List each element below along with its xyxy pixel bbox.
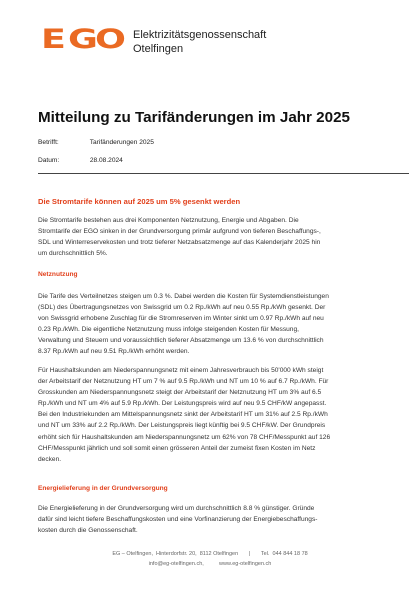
netznutzung-paragraph-1 [38,291,410,358]
footer-contact-line: info@eg-otelfingen.ch, www.eg-otelfingen.ch [148,561,272,567]
paragraph-line: Verwaltung und Steuern und voraussichtlich tieferer Absatzmenge um 13.6 % von durchschnittlich [38,337,324,345]
logo-letter-g: G [68,24,100,55]
intro-line: SDL und Winterreservekosten und trotz tieferer Netzabsatzmenge auf das Kalenderjahr 2025 hin [38,239,321,247]
logo-letter-o: O [95,24,128,55]
organization-name [133,28,266,56]
paragraph-line: Für Haushaltskunden am Niederspannungsnetz mit einem Jahresverbrauch bis 50'000 kWh steigt [38,367,324,374]
paragraph-line: dafür sind leicht tiefere Beschaffungskosten und eine Vorfinanzierung der Energiebeschaffungs- [38,516,318,524]
intro-line: um durchschnittlich 5%. [38,250,108,258]
meta-subject [38,139,154,146]
paragraph-line: von Swissgrid erhobene Zuschlag für die Stromreserven im Winter sinkt um 0.97 Rp./kWh auf neu [38,315,324,323]
ego-logo [41,24,128,55]
date-value: 28.08.2024 [89,157,123,164]
paragraph-line: decken. [38,455,62,463]
paragraph-line: Grosskunden am Niederspannungsnetz steigt der Arbeitstarif der Netznutzung HT um 3% auf 6.5 [38,389,322,397]
paragraph-line: Bei den Industriekunden am Mittelspannungsnetz sinkt der Arbeitstarif HT um 31% auf 2.5 Rp./kWh [38,411,328,419]
paragraph-line: Rp./kWh und NT um 4% auf 5.9 Rp./kWh. Der Leistungspreis wird auf neu 9.5 CHF/kW angepasst. [38,400,327,408]
paragraph-line: 8.37 Rp./kWh auf neu 9.51 Rp./kWh erhöht werden. [38,348,190,356]
paragraph-line: der Arbeitstarif der Netznutzung HT um 7 % auf 9.5 Rp./kWh und NT um 10 % auf 6.7 Rp./kWh. Für [38,378,329,386]
footer-contact [0,561,420,567]
intro-line: Stromtarife der EGO sinken in der Grundversorgung primär aufgrund von tieferen Beschaffungs-, [38,228,321,236]
footer-address [0,551,420,557]
subject-value: Tarifänderungen 2025 [89,139,154,146]
subject-label: Betrifft: [38,139,59,146]
paragraph-line: erhöht sich für Haushaltskunden am Niederspannungsnetz um 62% von 78 CHF/Messpunkt auf 126 [38,433,331,441]
footer-address-line: EG – Otelfingen, Hinterdorfstr. 20, 8112 Otelfingen | Tel. 044 844 18 78 [112,551,308,557]
main-heading: Die Stromtarife können auf 2025 um 5% gesenkt werden [38,197,241,206]
meta-date [38,157,123,164]
paragraph-line: kosten durch die Genossenschaft. [38,527,138,535]
netznutzung-paragraph-2 [38,365,410,465]
intro-line: Die Stromtarife bestehen aus drei Komponenten Netznutzung, Energie und Abgaben. Die [38,217,299,224]
paragraph-line: Die Energielieferung in der Grundversorgung wird um durchschnittlich 8.8 % günstiger. Gründe [38,505,315,512]
meta-divider [38,173,409,174]
energielieferung-paragraph [38,503,410,536]
org-line-1: Elektrizitätsgenossenschaft [133,29,267,41]
org-line-2: Otelfingen [133,43,184,55]
document-title: Mitteilung zu Tarifänderungen im Jahr 2025 [38,109,350,126]
paragraph-line: CHF/Messpunkt jährlich und soll somit einen grösseren Anteil der zumeist fixen Kosten im Netz [38,444,316,452]
paragraph-line: (SDL) des Übertragungsnetzes von Swissgrid um 0.2 Rp./kWh auf neu 0.55 Rp./kWh gesenkt. Der [38,304,326,312]
section-heading-energielieferung: Energielieferung in der Grundversorgung [38,485,168,492]
section-heading-netznutzung: Netznutzung [38,271,78,278]
logo-letter-e: E [41,24,68,55]
date-label: Datum: [38,157,60,164]
paragraph-line: 0.23 Rp./kWh. Die eigentliche Netznutzung muss infolge steigenden Kosten für Messung, [38,326,299,334]
paragraph-line: Die Tarife des Verteilnetzes steigen um 0.3 %. Dabei werden die Kosten für Systemdienstleistungen [38,293,329,300]
paragraph-line: und NT um 33% auf 2.2 Rp./kWh. Der Leistungspreis liegt künftig bei 9.5 CHF/kW. Der Grundpreis [38,422,326,430]
intro-paragraph [38,215,410,259]
